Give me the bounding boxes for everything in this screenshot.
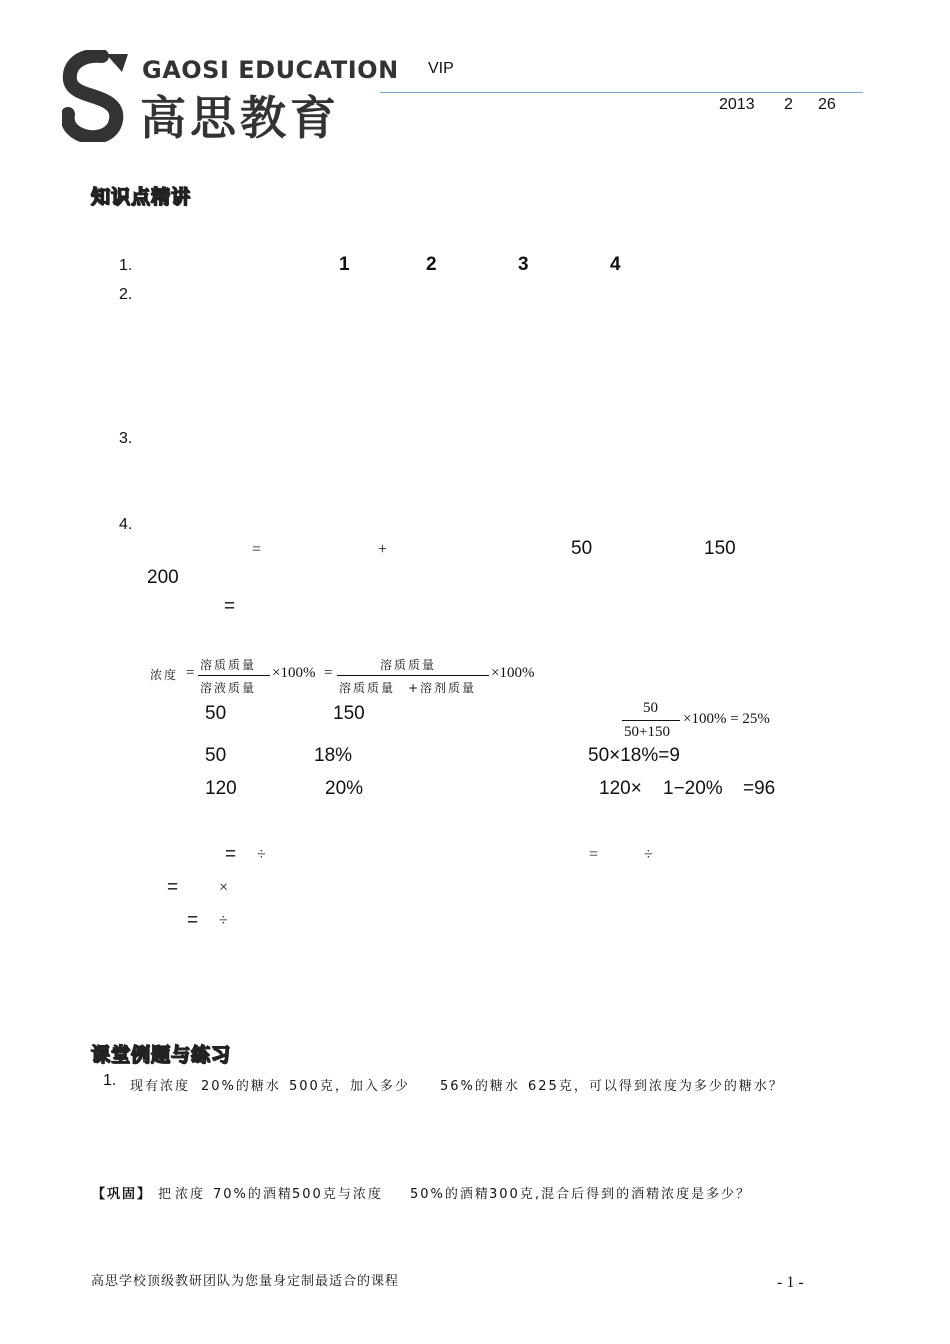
item-2-number: 2.: [119, 286, 133, 303]
section-title-examples: 课堂例题与练习: [91, 1044, 232, 1066]
example-3-result-a: 120×: [599, 778, 642, 799]
date-month: 2: [784, 96, 793, 113]
relation-2-times: ×: [219, 879, 229, 896]
item-4-plus: +: [378, 541, 388, 558]
item-1-label-2: 2: [426, 254, 437, 275]
formula-numerator-2: 溶质质量: [380, 658, 437, 672]
item-4-value-150: 150: [704, 538, 736, 559]
relation-1-equals: =: [225, 844, 237, 865]
consolidation-label: 【巩固】: [92, 1187, 153, 1202]
item-3-number: 3.: [119, 430, 133, 447]
formula-denominator-2a: 溶质质量: [339, 681, 396, 695]
formula-denominator-1: 溶液质量: [200, 681, 257, 695]
page-number: - 1 -: [777, 1274, 804, 1291]
formula-times-1: ×100%: [272, 665, 316, 681]
footer-slogan: 高思学校顶级教研团队为您量身定制最适合的课程: [91, 1274, 400, 1289]
example-1-value-b: 150: [333, 703, 365, 724]
example-3-result-c: =96: [743, 778, 776, 799]
item-4-equals: =: [252, 541, 262, 558]
formula-equals: =: [186, 665, 195, 681]
example-3-value-a: 120: [205, 778, 237, 799]
example-3-result-b: 1−20%: [663, 778, 723, 799]
item-4-equals-2: =: [224, 596, 236, 617]
item-4-value-50: 50: [571, 538, 593, 559]
consolidation-text-0: 把: [158, 1187, 174, 1202]
relation-3-divide: ÷: [219, 912, 228, 929]
header-rule: [380, 92, 863, 93]
consolidation-text-2: 70%的酒精: [213, 1187, 293, 1202]
consolidation-text-1: 浓度: [175, 1187, 206, 1202]
question-1-text-1: 现有浓度: [130, 1079, 191, 1094]
example-1-fraction-bar: [622, 720, 680, 721]
example-3-value-b: 20%: [325, 778, 364, 799]
example-1-fraction-numerator: 50: [643, 700, 658, 716]
example-1-result: ×100% = 25%: [683, 711, 770, 727]
example-1-fraction-denominator: 50+150: [624, 724, 670, 740]
question-1-text-3: 500克，加入多少: [289, 1079, 410, 1094]
formula-lhs: 浓度: [150, 668, 179, 682]
formula-equals-2: =: [324, 665, 333, 681]
relation-1-divide: ÷: [257, 846, 266, 863]
consolidation-text-5: 300克: [489, 1187, 535, 1202]
item-1-label-3: 3: [518, 254, 529, 275]
example-1-value-a: 50: [205, 703, 227, 724]
question-1-text-4: 56%的糖水: [440, 1079, 520, 1094]
logo-text-cn: 高思教育: [140, 91, 340, 145]
formula-fraction-bar-2: [337, 675, 489, 676]
question-1-number: 1.: [103, 1072, 117, 1089]
gaosi-logo-icon: [62, 50, 134, 142]
question-1-text-5: 625克，可以得到浓度为多少的糖水？: [528, 1079, 784, 1094]
example-2-value-a: 50: [205, 745, 227, 766]
logo-text-en: GAOSI EDUCATION: [142, 56, 399, 84]
formula-denominator-2b: +溶剂质量: [408, 681, 477, 695]
item-4-number: 4.: [119, 516, 133, 533]
date-day: 26: [818, 96, 836, 113]
item-1-label-1: 1: [339, 254, 350, 275]
item-4-value-200: 200: [147, 567, 179, 588]
formula-numerator-1: 溶质质量: [200, 658, 257, 672]
relation-1-divide-2: ÷: [644, 846, 653, 863]
relation-3-equals: =: [187, 910, 199, 931]
formula-fraction-bar-1: [198, 675, 270, 676]
consolidation-text-4: 50%的酒精: [410, 1187, 490, 1202]
item-1-number: 1.: [119, 257, 133, 274]
relation-2-equals: =: [167, 877, 179, 898]
item-1-label-4: 4: [610, 254, 621, 275]
consolidation-text-6: ,混合后得到的酒精浓度是多少？: [535, 1187, 752, 1202]
relation-1-equals-2: =: [589, 846, 599, 863]
date-year: 2013: [719, 96, 755, 113]
question-1-text-2: 20%的糖水: [201, 1079, 281, 1094]
example-2-result: 50×18%=9: [588, 745, 680, 766]
formula-times-2: ×100%: [491, 665, 535, 681]
vip-label: VIP: [428, 60, 454, 77]
section-title-knowledge: 知识点精讲: [91, 186, 192, 208]
example-2-value-b: 18%: [314, 745, 353, 766]
consolidation-text-3: 500克与浓度: [292, 1187, 383, 1202]
